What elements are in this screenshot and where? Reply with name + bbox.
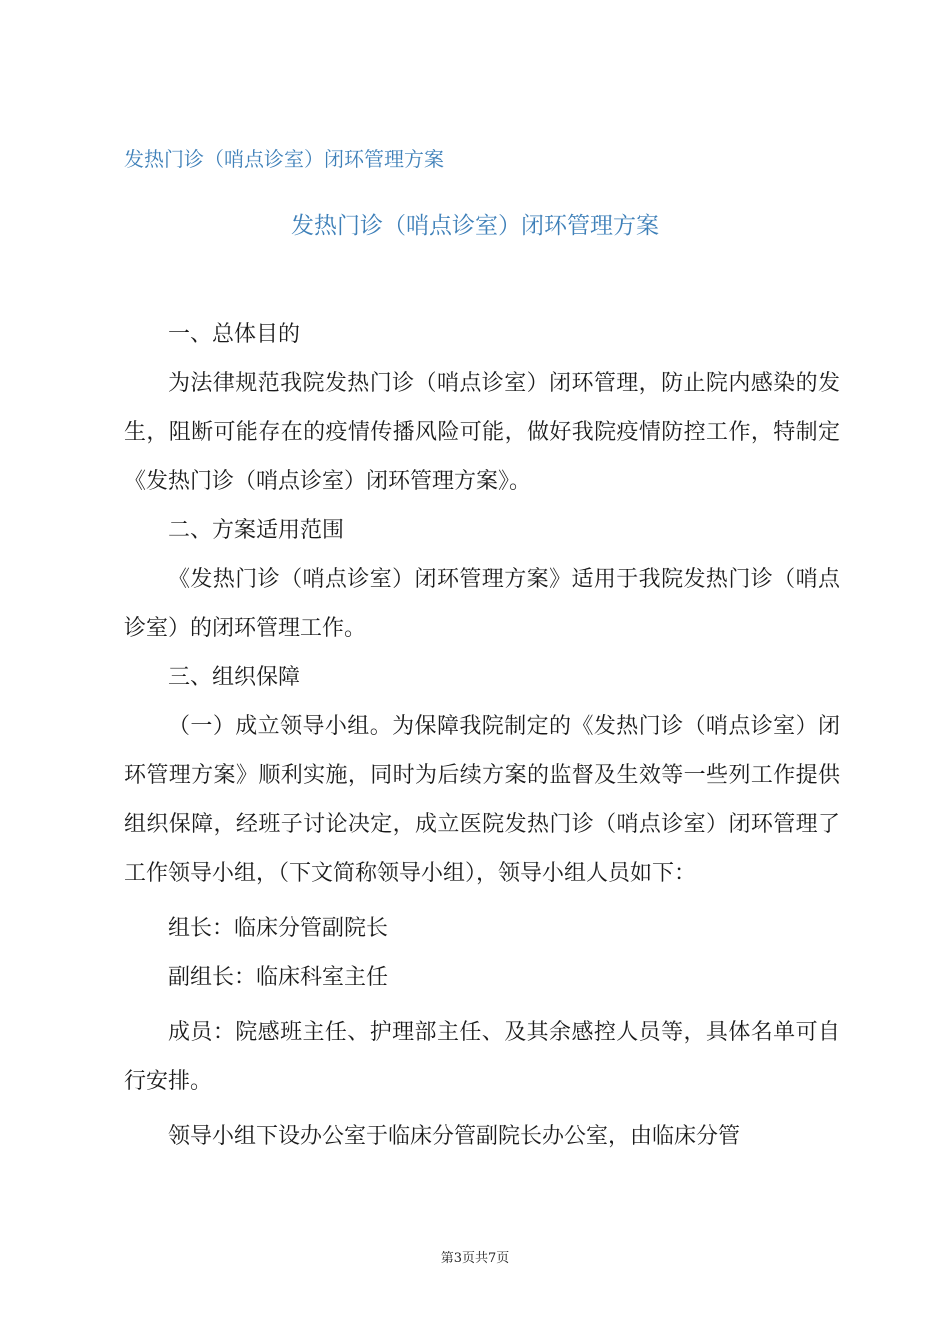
running-header-title: 发热门诊（哨点诊室）闭环管理方案 — [124, 147, 444, 171]
section-heading-scope: 二、方案适用范围 — [168, 518, 345, 543]
paragraph-members: 成员：院感班主任、护理部主任、及其余感控人员等，具体名单可自行安排。 — [124, 1020, 840, 1094]
paragraph-office: 领导小组下设办公室于临床分管副院长办公室，由临床分管 — [168, 1124, 741, 1149]
paragraph-scope: 《发热门诊（哨点诊室）闭环管理方案》适用于我院发热门诊（哨点诊室）的闭环管理工作。 — [124, 567, 840, 641]
paragraph-deputy-leader: 副组长：临床科室主任 — [168, 965, 389, 990]
paragraph-leadership-group: （一）成立领导小组。为保障我院制定的《发热门诊（哨点诊室）闭环管理方案》顺利实施，同时为后续方案的监督及生效等一些列工作提供组织保障，经班子讨论决定，成立医院发热门诊（哨点诊室）闭环管理了工作领导小组，（下文简称领导小组），领导小组人员如下： — [124, 714, 840, 886]
section-heading-purpose: 一、总体目的 — [168, 322, 301, 347]
document-title: 发热门诊（哨点诊室）闭环管理方案 — [291, 213, 659, 239]
section-heading-organization: 三、组织保障 — [168, 665, 301, 690]
document-body — [124, 310, 840, 1161]
page-number-footer: 第3页共7页 — [440, 1251, 510, 1266]
paragraph-purpose: 为法律规范我院发热门诊（哨点诊室）闭环管理，防止院内感染的发生，阻断可能存在的疫情传播风险可能，做好我院疫情防控工作，特制定《发热门诊（哨点诊室）闭环管理方案》。 — [124, 371, 840, 494]
paragraph-group-leader: 组长：临床分管副院长 — [168, 916, 389, 941]
